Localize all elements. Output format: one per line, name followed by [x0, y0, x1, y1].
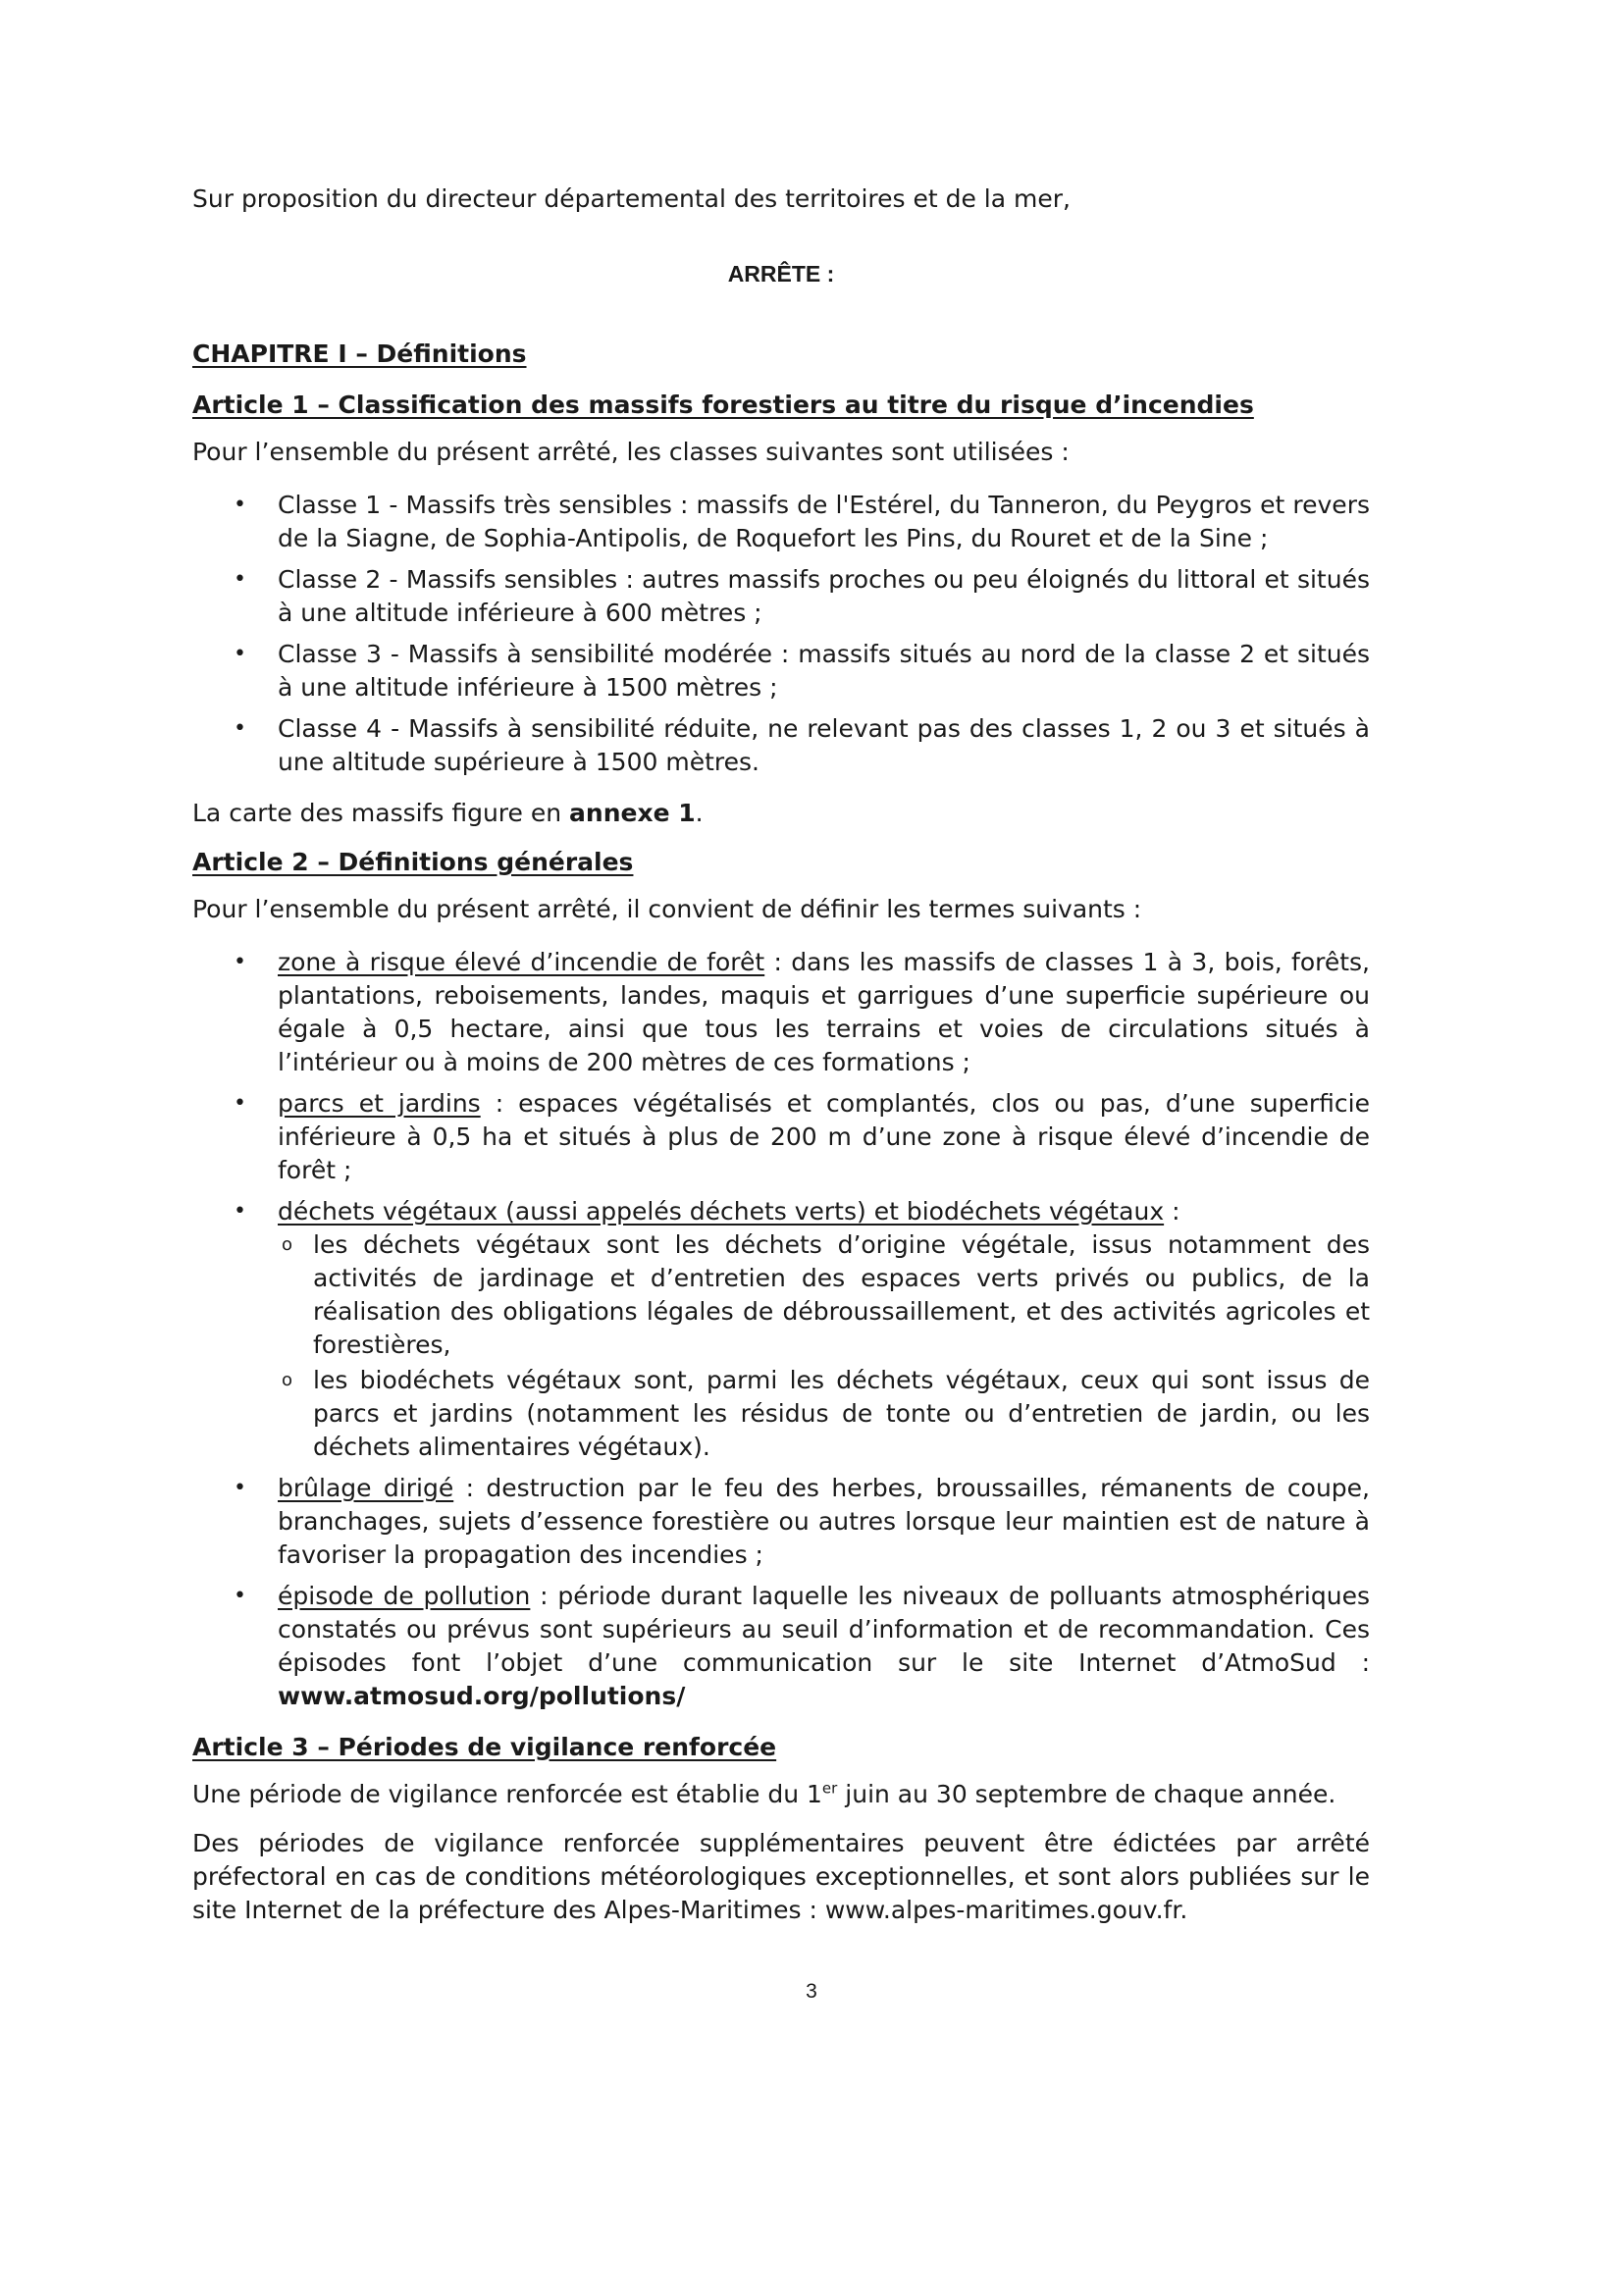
bullet-icon: • [234, 642, 246, 666]
list-item [234, 712, 1370, 779]
definition-term: déchets végétaux (aussi appelés déchets verts) et biodéchets végétaux [278, 1197, 1165, 1226]
circle-bullet-icon: o [282, 1370, 293, 1390]
bullet-icon: • [234, 716, 246, 741]
document-body [192, 183, 1370, 1943]
page-number: 3 [806, 1980, 817, 2003]
definition-term: épisode de pollution [278, 1582, 531, 1610]
sub-list-item [282, 1228, 1370, 1362]
list-item [234, 489, 1370, 555]
definition-term: parcs et jardins [278, 1089, 481, 1118]
class-2-text: Classe 2 - Massifs sensibles : autres massifs proches ou peu éloignés du littoral et situés à une altitude inférieure à 600 mètres ; [278, 565, 1370, 627]
class-1-text: Classe 1 - Massifs très sensibles : massifs de l'Estérel, du Tanneron, du Peygros et revers de la Siagne, de Sophia-Antipolis, de Roquefort les Pins, du Rouret et de la Sine ; [278, 491, 1370, 552]
article-3-paragraph-1 [192, 1778, 1370, 1811]
vigilance-period-text-end: juin au 30 septembre de chaque année. [837, 1780, 1336, 1808]
circle-bullet-icon: o [282, 1234, 293, 1255]
bullet-icon: • [234, 950, 246, 974]
list-item [234, 1580, 1370, 1713]
definition-term: brûlage dirigé [278, 1474, 454, 1502]
definition-text: : période durant laquelle les niveaux de polluants atmosphériques constatés ou prévus sont supérieurs au seuil d’information et de recommandation. Ces épisodes font l’objet d’une communication sur le site Internet d’AtmoSud : [278, 1582, 1370, 1677]
bullet-icon: • [234, 1091, 246, 1116]
class-4-text: Classe 4 - Massifs à sensibilité réduite, ne relevant pas des classes 1, 2 ou 3 et situés à une altitude supérieure à 1500 mètres. [278, 714, 1370, 776]
sub-definition-text: les déchets végétaux sont les déchets d’origine végétale, issus notamment des activités de jardinage et d’entretien des espaces verts privés ou publics, de la réalisation des obligations légales de débroussaillement, et des activités agricoles et forestières, [313, 1230, 1370, 1359]
intro-sentence: Sur proposition du directeur départemental des territoires et de la mer, [192, 184, 1071, 213]
article-1-intro: Pour l’ensemble du présent arrêté, les classes suivantes sont utilisées : [192, 438, 1070, 466]
article-3-paragraph-2: Des périodes de vigilance renforcée supplémentaires peuvent être édictées par arrêté préfectoral en cas de conditions météorologiques exceptionnelles, et sont alors publiées sur le site Internet de la préfecture des Alpes-Maritimes : www.alpes-maritimes.gouv.fr. [192, 1829, 1370, 1924]
chapter-title: CHAPITRE I – Définitions [192, 339, 527, 368]
bullet-icon: • [234, 1584, 246, 1608]
article-3-title: Article 3 – Périodes de vigilance renforcée [192, 1733, 777, 1761]
map-reference [192, 797, 1370, 830]
list-item [234, 946, 1370, 1079]
annex-reference: annexe 1 [569, 799, 696, 827]
definition-term: zone à risque élevé d’incendie de forêt [278, 948, 765, 976]
bullet-icon: • [234, 1476, 246, 1500]
bullet-icon: • [234, 1199, 246, 1224]
list-item [234, 1472, 1370, 1572]
definition-text: : dans les massifs de classes 1 à 3, bois, forêts, plantations, reboisements, landes, maquis et garrigues d’une superficie supérieure ou égale à 0,5 hectare, ainsi que tous les terrains et voies de circulations situés à l’intérieur ou à moins de 200 mètres de ces formations ; [278, 948, 1370, 1076]
map-reference-text: La carte des massifs figure en [192, 799, 570, 827]
article-2-intro: Pour l’ensemble du présent arrêté, il convient de définir les termes suivants : [192, 895, 1142, 923]
arrete-heading: ARRÊTE : [727, 261, 835, 287]
article-1-title: Article 1 – Classification des massifs forestiers au titre du risque d’incendies [192, 391, 1254, 419]
sub-definition-text: les biodéchets végétaux sont, parmi les déchets végétaux, ceux qui sont issus de parcs et jardins (notamment les résidus de tonte ou d’entretien de jardin, ou les déchets alimentaires végétaux). [313, 1366, 1370, 1461]
waste-sublist [278, 1228, 1370, 1464]
atmosud-link[interactable]: www.atmosud.org/pollutions/ [278, 1682, 686, 1710]
ordinal-superscript: er [821, 1779, 838, 1798]
bullet-icon: • [234, 493, 246, 517]
sub-list-item [282, 1364, 1370, 1464]
class-3-text: Classe 3 - Massifs à sensibilité modérée : massifs situés au nord de la classe 2 et situés à une altitude inférieure à 1500 mètres ; [278, 640, 1370, 702]
bullet-icon: • [234, 567, 246, 592]
map-reference-end: . [695, 799, 704, 827]
vigilance-period-text: Une période de vigilance renforcée est établie du 1 [192, 1780, 822, 1808]
list-item [234, 1195, 1370, 1464]
class-list [192, 489, 1370, 779]
definition-text: : destruction par le feu des herbes, broussailles, rémanents de coupe, branchages, sujets d’essence forestière ou autres lorsque leur maintien est de nature à favoriser la propagation des incendies ; [278, 1474, 1370, 1569]
list-item [234, 638, 1370, 704]
article-2-title: Article 2 – Définitions générales [192, 848, 634, 876]
definition-text: : [1164, 1197, 1180, 1226]
list-item [234, 1087, 1370, 1187]
definition-text: : espaces végétalisés et complantés, clos ou pas, d’une superficie inférieure à 0,5 ha et situés à plus de 200 m d’une zone à risque élevé d’incendie de forêt ; [278, 1089, 1370, 1184]
definitions-list [192, 946, 1370, 1713]
list-item [234, 563, 1370, 630]
